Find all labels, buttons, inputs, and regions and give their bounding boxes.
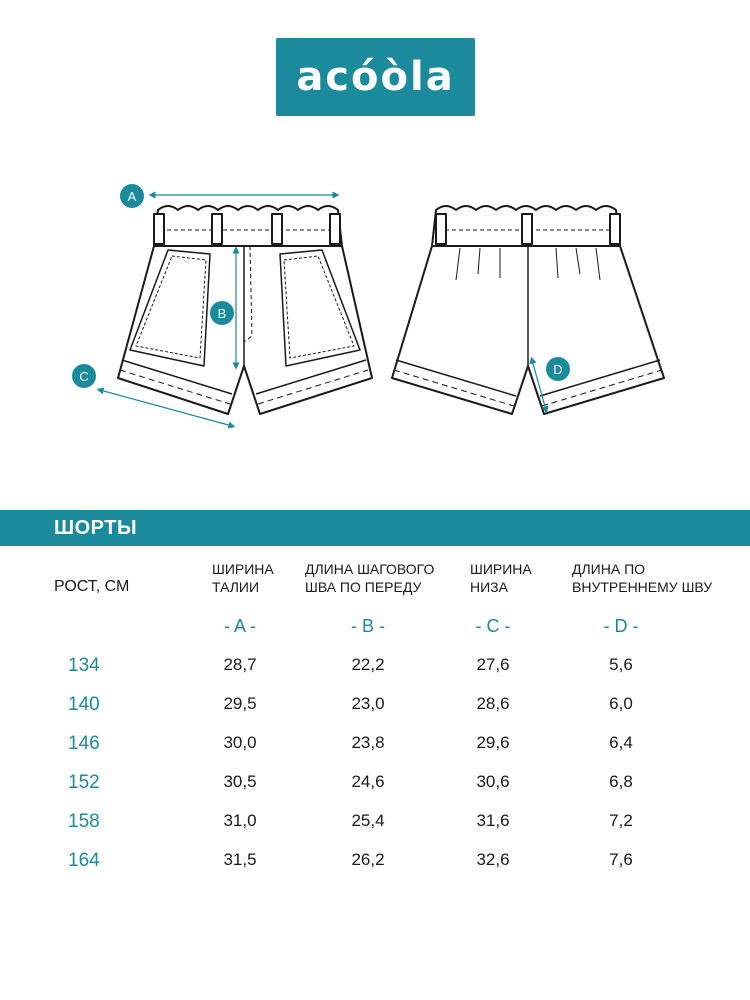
value-a: 31,5 [223, 850, 257, 869]
table-row [0, 811, 750, 843]
value-d: 6,4 [609, 733, 633, 752]
measure-label-d [546, 357, 570, 381]
height-value: 164 [68, 850, 100, 871]
table-row [0, 733, 750, 765]
value-d: 6,0 [609, 694, 633, 713]
column-letter-d: - D - [603, 616, 639, 636]
height-value: 134 [68, 655, 100, 676]
size-table-title-band [0, 510, 750, 546]
front-view [118, 206, 372, 414]
svg-text:D: D [553, 362, 563, 377]
value-c: 31,6 [476, 811, 510, 830]
value-b: 26,2 [351, 850, 385, 869]
value-b: 25,4 [351, 811, 385, 830]
column-header-hem-width: ШИРИНА НИЗА [470, 561, 532, 595]
height-value: 140 [68, 694, 100, 715]
height-value: 158 [68, 811, 100, 832]
value-a: 31,0 [223, 811, 257, 830]
column-header-waist: ШИРИНА ТАЛИИ [212, 561, 274, 595]
svg-text:A: A [127, 189, 137, 204]
height-column-header: РОСТ, СМ [54, 578, 130, 595]
column-header-front-rise: ДЛИНА ШАГОВОГО ШВА ПО ПЕРЕДУ [305, 561, 435, 595]
column-letter-b: - B - [351, 616, 385, 636]
value-c: 27,6 [476, 655, 510, 674]
brand-logo [276, 38, 475, 116]
height-value: 152 [68, 772, 100, 793]
value-d: 7,2 [609, 811, 633, 830]
shorts-technical-drawing [0, 170, 750, 450]
column-header-inseam: ДЛИНА ПО ВНУТРЕННЕМУ ШВУ [572, 561, 713, 595]
value-c: 29,6 [476, 733, 510, 752]
value-c: 30,6 [476, 772, 510, 791]
value-b: 23,8 [351, 733, 385, 752]
value-d: 6,8 [609, 772, 633, 791]
height-value: 146 [68, 733, 100, 754]
table-row [0, 772, 750, 804]
size-table-title: ШОРТЫ [54, 517, 138, 539]
svg-text:B: B [217, 306, 227, 321]
value-b: 22,2 [351, 655, 385, 674]
value-a: 29,5 [223, 694, 257, 713]
brand-logo-text: acóòla [296, 54, 455, 100]
svg-text:C: C [79, 369, 89, 384]
table-row [0, 850, 750, 882]
value-a: 28,7 [223, 655, 257, 674]
value-c: 28,6 [476, 694, 510, 713]
value-b: 24,6 [351, 772, 385, 791]
back-view [392, 206, 664, 414]
table-row [0, 694, 750, 726]
value-a: 30,5 [223, 772, 257, 791]
table-row [0, 655, 750, 687]
column-letter-a: - A - [223, 616, 256, 636]
value-c: 32,6 [476, 850, 510, 869]
measure-label-c [72, 364, 96, 388]
value-d: 5,6 [609, 655, 633, 674]
value-b: 23,0 [351, 694, 385, 713]
value-d: 7,6 [609, 850, 633, 869]
measure-label-b [210, 301, 234, 325]
column-letter-c: - C - [475, 616, 511, 636]
measure-label-a [120, 184, 144, 208]
value-a: 30,0 [223, 733, 257, 752]
